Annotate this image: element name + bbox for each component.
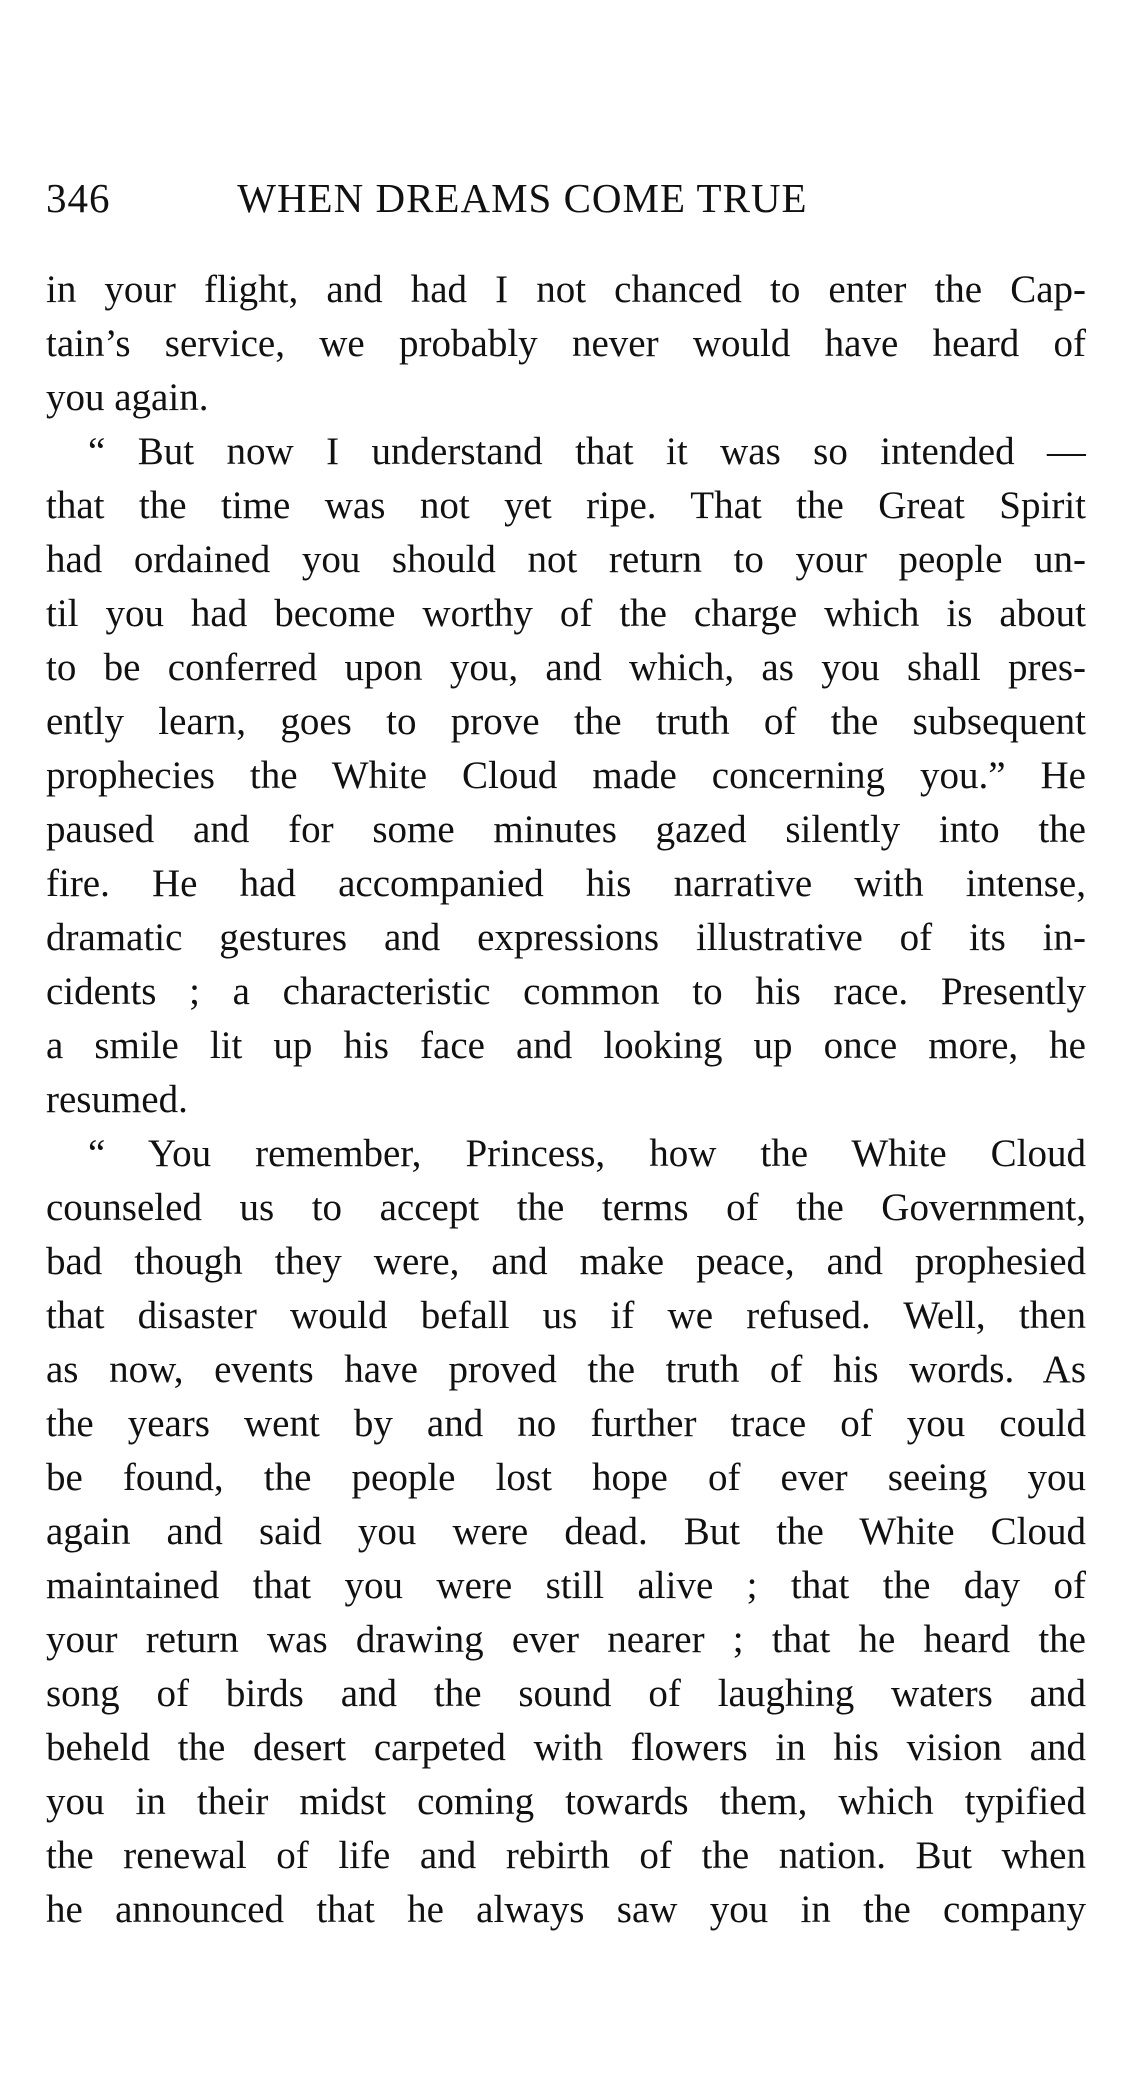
text-line: your return was drawing ever nearer ; that he heard the bbox=[46, 1618, 1086, 1661]
text-line: paused and for some minutes gazed silently into the bbox=[46, 808, 1086, 851]
text-line: that disaster would befall us if we refused. Well, then bbox=[46, 1294, 1086, 1337]
text-line: in your flight, and had I not chanced to enter the Cap- bbox=[46, 268, 1086, 311]
text-line: you in their midst coming towards them, which typified bbox=[46, 1780, 1086, 1823]
page-number: 346 bbox=[46, 175, 111, 221]
text-line: had ordained you should not return to your people un- bbox=[46, 538, 1086, 581]
text-line: the renewal of life and rebirth of the nation. But when bbox=[46, 1834, 1086, 1877]
text-line: bad though they were, and make peace, and prophesied bbox=[46, 1240, 1086, 1283]
text-line: tain’s service, we probably never would have heard of bbox=[46, 322, 1086, 365]
text-line: the years went by and no further trace of you could bbox=[46, 1402, 1086, 1445]
text-line: counseled us to accept the terms of the Government, bbox=[46, 1186, 1086, 1229]
text-line: resumed. bbox=[46, 1078, 188, 1121]
text-line: beheld the desert carpeted with flowers in his vision and bbox=[46, 1726, 1086, 1769]
text-line: til you had become worthy of the charge which is about bbox=[46, 592, 1086, 635]
running-head bbox=[46, 172, 1086, 224]
text-line: to be conferred upon you, and which, as you shall pres- bbox=[46, 646, 1086, 689]
text-line: ently learn, goes to prove the truth of the subsequent bbox=[46, 700, 1086, 743]
running-title: WHEN DREAMS COME TRUE bbox=[237, 175, 808, 221]
text-line: he announced that he always saw you in the company bbox=[46, 1888, 1086, 1931]
text-line: dramatic gestures and expressions illustrative of its in- bbox=[46, 916, 1086, 959]
text-line: that the time was not yet ripe. That the Great Spirit bbox=[46, 484, 1086, 527]
text-line: a smile lit up his face and looking up once more, he bbox=[46, 1024, 1086, 1067]
text-line: you again. bbox=[46, 376, 209, 419]
text-line: maintained that you were still alive ; that the day of bbox=[46, 1564, 1086, 1607]
text-line: cidents ; a characteristic common to his race. Presently bbox=[46, 970, 1086, 1013]
text-line: “ You remember, Princess, how the White Cloud bbox=[88, 1132, 1086, 1175]
text-line: as now, events have proved the truth of his words. As bbox=[46, 1348, 1086, 1391]
body-text bbox=[46, 263, 1086, 1937]
text-line: again and said you were dead. But the White Cloud bbox=[46, 1510, 1086, 1553]
text-line: prophecies the White Cloud made concerning you.” He bbox=[46, 754, 1086, 797]
text-line: song of birds and the sound of laughing waters and bbox=[46, 1672, 1086, 1715]
text-line: be found, the people lost hope of ever seeing you bbox=[46, 1456, 1086, 1499]
text-line: fire. He had accompanied his narrative with intense, bbox=[46, 862, 1086, 905]
text-line: “ But now I understand that it was so intended — bbox=[88, 430, 1086, 473]
